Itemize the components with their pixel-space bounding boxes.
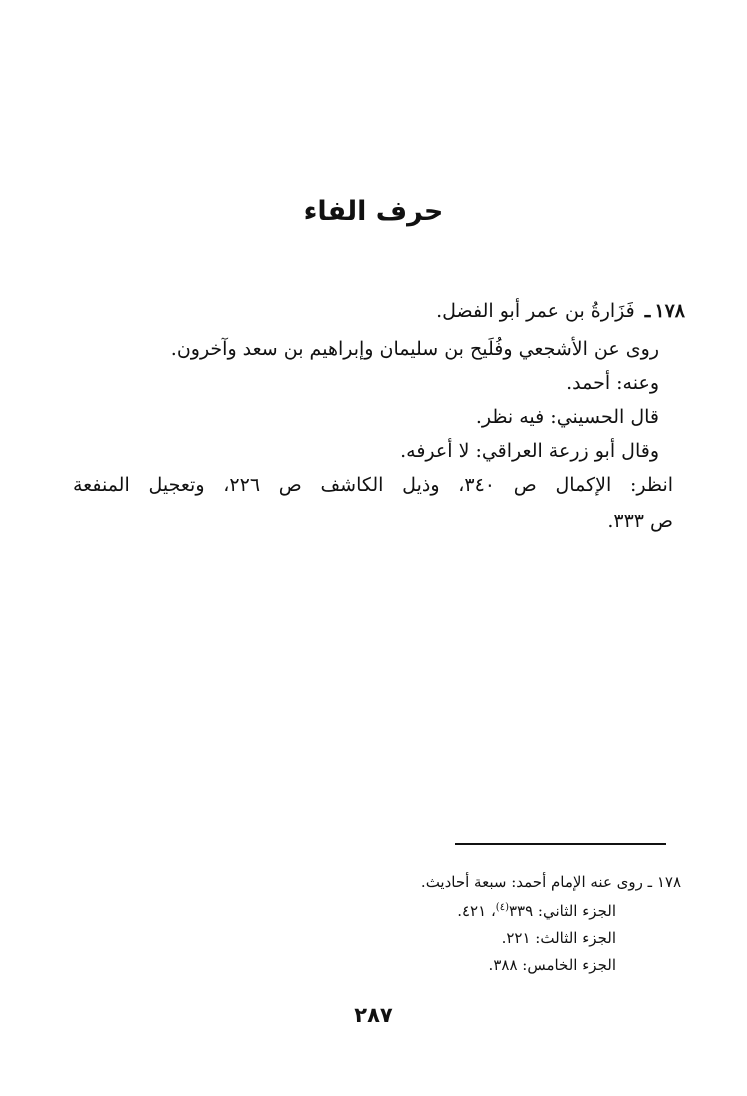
entry-name: فَزَارةُ بن عمر أبو الفضل. [436, 300, 635, 322]
entry-dash: ـ [644, 300, 651, 322]
section-heading: حرف الفاء [303, 196, 444, 227]
footnote-main: ١٧٨ ـ روى عنه الإمام أحمد: سبعة أحاديث. [420, 873, 681, 891]
entry-line-references: انظر: الإكمال ص ٣٤٠، وذيل الكاشف ص ٢٢٦، وتعجيل المنفعة [73, 474, 674, 496]
entry-line-students: وعنه: أحمد. [566, 372, 659, 394]
entry-line-references-cont: ص ٣٣٣. [607, 510, 673, 532]
footnote-part-two-prefix: الجزء الثاني: ٣٣٩ [508, 902, 616, 920]
entry-number: ١٧٨ [654, 300, 685, 322]
footnote-part-five: الجزء الخامس: ٣٨٨. [488, 956, 616, 974]
entry-line-abu-zura: وقال أبو زرعة العراقي: لا أعرفه. [400, 440, 659, 462]
entry-line-narrators: روى عن الأشجعي وفُلَيح بن سليمان وإبراهيم بن سعد وآخرون. [170, 338, 659, 360]
footnote-part-two [457, 902, 616, 920]
entry-header [436, 300, 685, 323]
footnote-divider [455, 843, 666, 845]
footnote-part-two-suffix: ، ٤٢١. [457, 902, 496, 920]
footnote-superscript: (٤) [495, 902, 509, 913]
entry-line-husayni: قال الحسيني: فيه نظر. [475, 406, 659, 428]
page-number: ٢٨٧ [354, 1003, 393, 1027]
footnote-part-three: الجزء الثالث: ٢٢١. [501, 929, 616, 947]
